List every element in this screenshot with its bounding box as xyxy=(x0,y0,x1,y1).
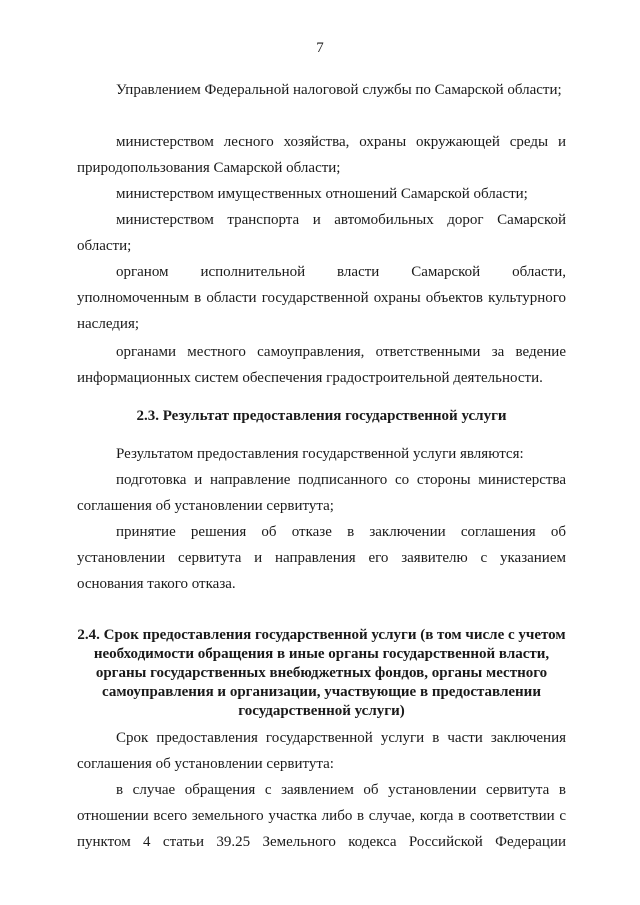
paragraph-cultural-heritage-body: органом исполнительной власти Самарской области, уполномоченным в области государственной охраны объектов культурного наследия; xyxy=(77,264,566,332)
section-2-3-paragraph-intro: Результатом предоставления государственной услуги являются: xyxy=(116,446,524,462)
paragraph-local-government: органами местного самоуправления, ответственными за ведение информационных систем обеспечения градостроительной деятельности. xyxy=(77,344,566,386)
paragraph-forestry-ministry: министерством лесного хозяйства, охраны окружающей среды и природопользования Самарской области; xyxy=(77,134,566,176)
page-number: 7 xyxy=(316,40,324,56)
section-2-3-paragraph-agreement: подготовка и направление подписанного со стороны министерства соглашения об установлении сервитута; xyxy=(77,472,566,514)
section-2-4-paragraph-case: в случае обращения с заявлением об установлении сервитута в отношении всего земельного участка либо в случае, когда в соответствии с пунктом 4 статьи 39.25 Земельного кодекса Российской Федерации xyxy=(77,782,566,850)
section-2-3-heading: 2.3. Результат предоставления государственной услуги xyxy=(136,408,507,424)
paragraph-tax-service: Управлением Федеральной налоговой службы по Самарской области; xyxy=(116,82,562,98)
section-2-4-paragraph-term: Срок предоставления государственной услуги в части заключения соглашения об установлении сервитута: xyxy=(77,730,566,772)
section-2-3-paragraph-refusal: принятие решения об отказе в заключении соглашения об установлении сервитута и направления его заявителю с указанием основания такого отказа. xyxy=(77,524,566,592)
section-2-4-heading: 2.4. Срок предоставления государственной услуги (в том числе с учетом необходимости обращения в иные органы государственной власти, органы государственных внебюджетных фондов, органы местного самоуправления и организации, участвующие в предоставлении государственной услуги) xyxy=(77,627,566,719)
paragraph-property-ministry: министерством имущественных отношений Самарской области; xyxy=(116,186,528,202)
paragraph-transport-ministry: министерством транспорта и автомобильных дорог Самарской области; xyxy=(77,212,566,254)
